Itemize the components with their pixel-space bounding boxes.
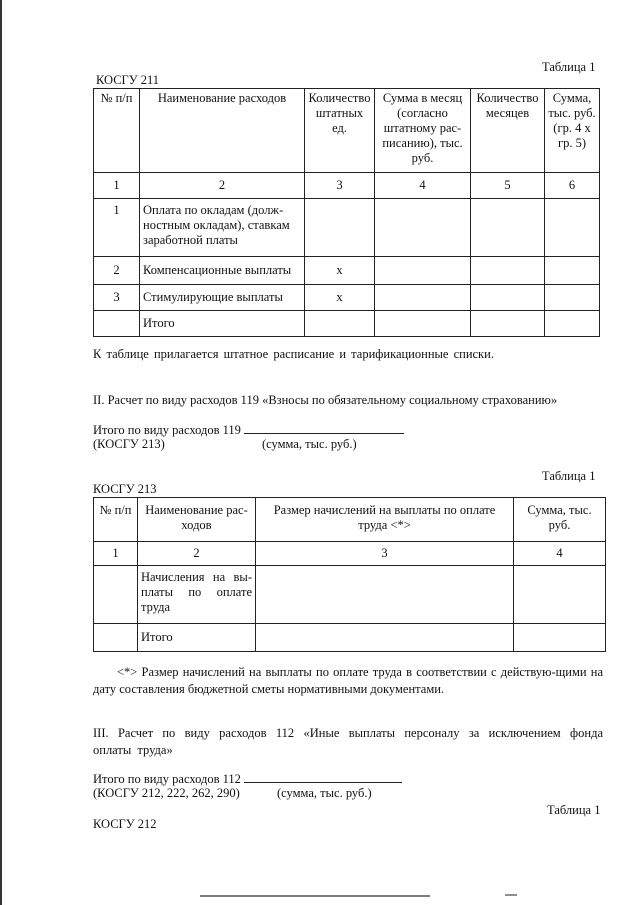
scan-artifact: [505, 894, 517, 896]
section2-sum-note: (сумма, тыс. руб.): [262, 437, 357, 451]
section3-total: [93, 771, 402, 787]
table1-colnum: 2: [140, 173, 305, 199]
section3-sum-note: (сумма, тыс. руб.): [277, 786, 372, 800]
row-num: [94, 311, 140, 337]
row-cell: [545, 257, 600, 285]
row-cell: [514, 624, 606, 652]
row-qty: х: [305, 285, 375, 311]
table1-header-row: [94, 89, 600, 173]
table1-header-qty: Количество штатных ед.: [305, 89, 375, 173]
table2-header-sum: Сумма, тыс. руб.: [514, 498, 606, 542]
row-cell: [94, 566, 138, 624]
section3-total-label: Итого по виду расходов 112: [93, 772, 241, 786]
section3-kosgu: (КОСГУ 212, 222, 262, 290): [93, 786, 240, 800]
row-qty: [305, 311, 375, 337]
row-cell: [545, 199, 600, 257]
table1-header-sum: Сумма, тыс. руб. (гр. 4 х гр. 5): [545, 89, 600, 173]
row-cell: [256, 566, 514, 624]
row-cell: [94, 624, 138, 652]
table1-colnum: 4: [375, 173, 471, 199]
row-name: Начисления на вы-платы по оплате труда: [138, 566, 256, 624]
row-name: Итого: [140, 311, 305, 337]
table-row: [94, 257, 600, 285]
row-cell: [471, 199, 545, 257]
table2-header-name: Наименование рас-ходов: [138, 498, 256, 542]
row-cell: [256, 624, 514, 652]
table2-colnum: 4: [514, 542, 606, 566]
row-cell: [545, 285, 600, 311]
section3-title: III. Расчет по виду расходов 112 «Иные выплаты персоналу за исключением фонда оплаты труда»: [93, 726, 603, 757]
row-cell: [471, 285, 545, 311]
row-cell: [375, 285, 471, 311]
table-row-total: [94, 624, 606, 652]
table1-header-name: Наименование расходов: [140, 89, 305, 173]
section2-kosgu: (КОСГУ 213): [93, 437, 165, 451]
table2-colnum: 1: [94, 542, 138, 566]
row-name: Компенсационные выплаты: [140, 257, 305, 285]
table-row: [94, 285, 600, 311]
row-name: Оплата по окладам (долж-ностным окладам), ставкам заработной платы: [140, 199, 305, 257]
section2-title: II. Расчет по виду расходов 119 «Взносы по обязательному социальному страхованию»: [93, 393, 558, 407]
row-name: Итого: [138, 624, 256, 652]
table1-note: К таблице прилагается штатное расписание и тарификационные списки.: [93, 347, 494, 361]
row-cell: [375, 257, 471, 285]
table2-header-num: № п/п: [94, 498, 138, 542]
scan-artifact: [200, 895, 430, 897]
row-num: 3: [94, 285, 140, 311]
table1: [93, 88, 600, 337]
table2-header-row: [94, 498, 606, 542]
section2-total: [93, 422, 404, 438]
table1-colnum: 6: [545, 173, 600, 199]
table2-colnum: 3: [256, 542, 514, 566]
table3-caption: Таблица 1: [547, 803, 601, 817]
row-name: Стимулирующие выплаты: [140, 285, 305, 311]
row-cell: [471, 257, 545, 285]
row-cell: [545, 311, 600, 337]
page-left-edge: [0, 0, 2, 905]
table1-header-num: № п/п: [94, 89, 140, 173]
section2-total-label: Итого по виду расходов 119: [93, 423, 241, 437]
table-row: [94, 566, 606, 624]
table1-caption: Таблица 1: [542, 60, 596, 74]
row-cell: [471, 311, 545, 337]
table2-colnum: 2: [138, 542, 256, 566]
row-qty: [305, 199, 375, 257]
table-row-total: [94, 311, 600, 337]
table1-header-monthly: Сумма в месяц (согласно штатному рас-писанию), тыс. руб.: [375, 89, 471, 173]
table-row: [94, 199, 600, 257]
footnote: <*> Размер начислений на выплаты по оплате труда в соответствии с действую-щими на дату составления бюджетной сметы нормативными документами.: [93, 665, 603, 696]
table2-colnum-row: [94, 542, 606, 566]
row-num: 1: [94, 199, 140, 257]
table1-colnum-row: [94, 173, 600, 199]
table2-header-size: Размер начислений на выплаты по оплате труда <*>: [256, 498, 514, 542]
row-cell: [514, 566, 606, 624]
section3-total-blank: [244, 771, 402, 783]
row-num: 2: [94, 257, 140, 285]
table2-caption: Таблица 1: [542, 469, 596, 483]
table2-kosgu: КОСГУ 213: [93, 482, 157, 496]
table1-colnum: 5: [471, 173, 545, 199]
table3-kosgu: КОСГУ 212: [93, 817, 157, 831]
row-cell: [375, 199, 471, 257]
row-cell: [375, 311, 471, 337]
table2: [93, 497, 606, 652]
section2-total-blank: [244, 422, 404, 434]
table1-colnum: 3: [305, 173, 375, 199]
row-qty: х: [305, 257, 375, 285]
table1-colnum: 1: [94, 173, 140, 199]
table1-header-months: Количество месяцев: [471, 89, 545, 173]
table1-kosgu: КОСГУ 211: [96, 73, 160, 87]
